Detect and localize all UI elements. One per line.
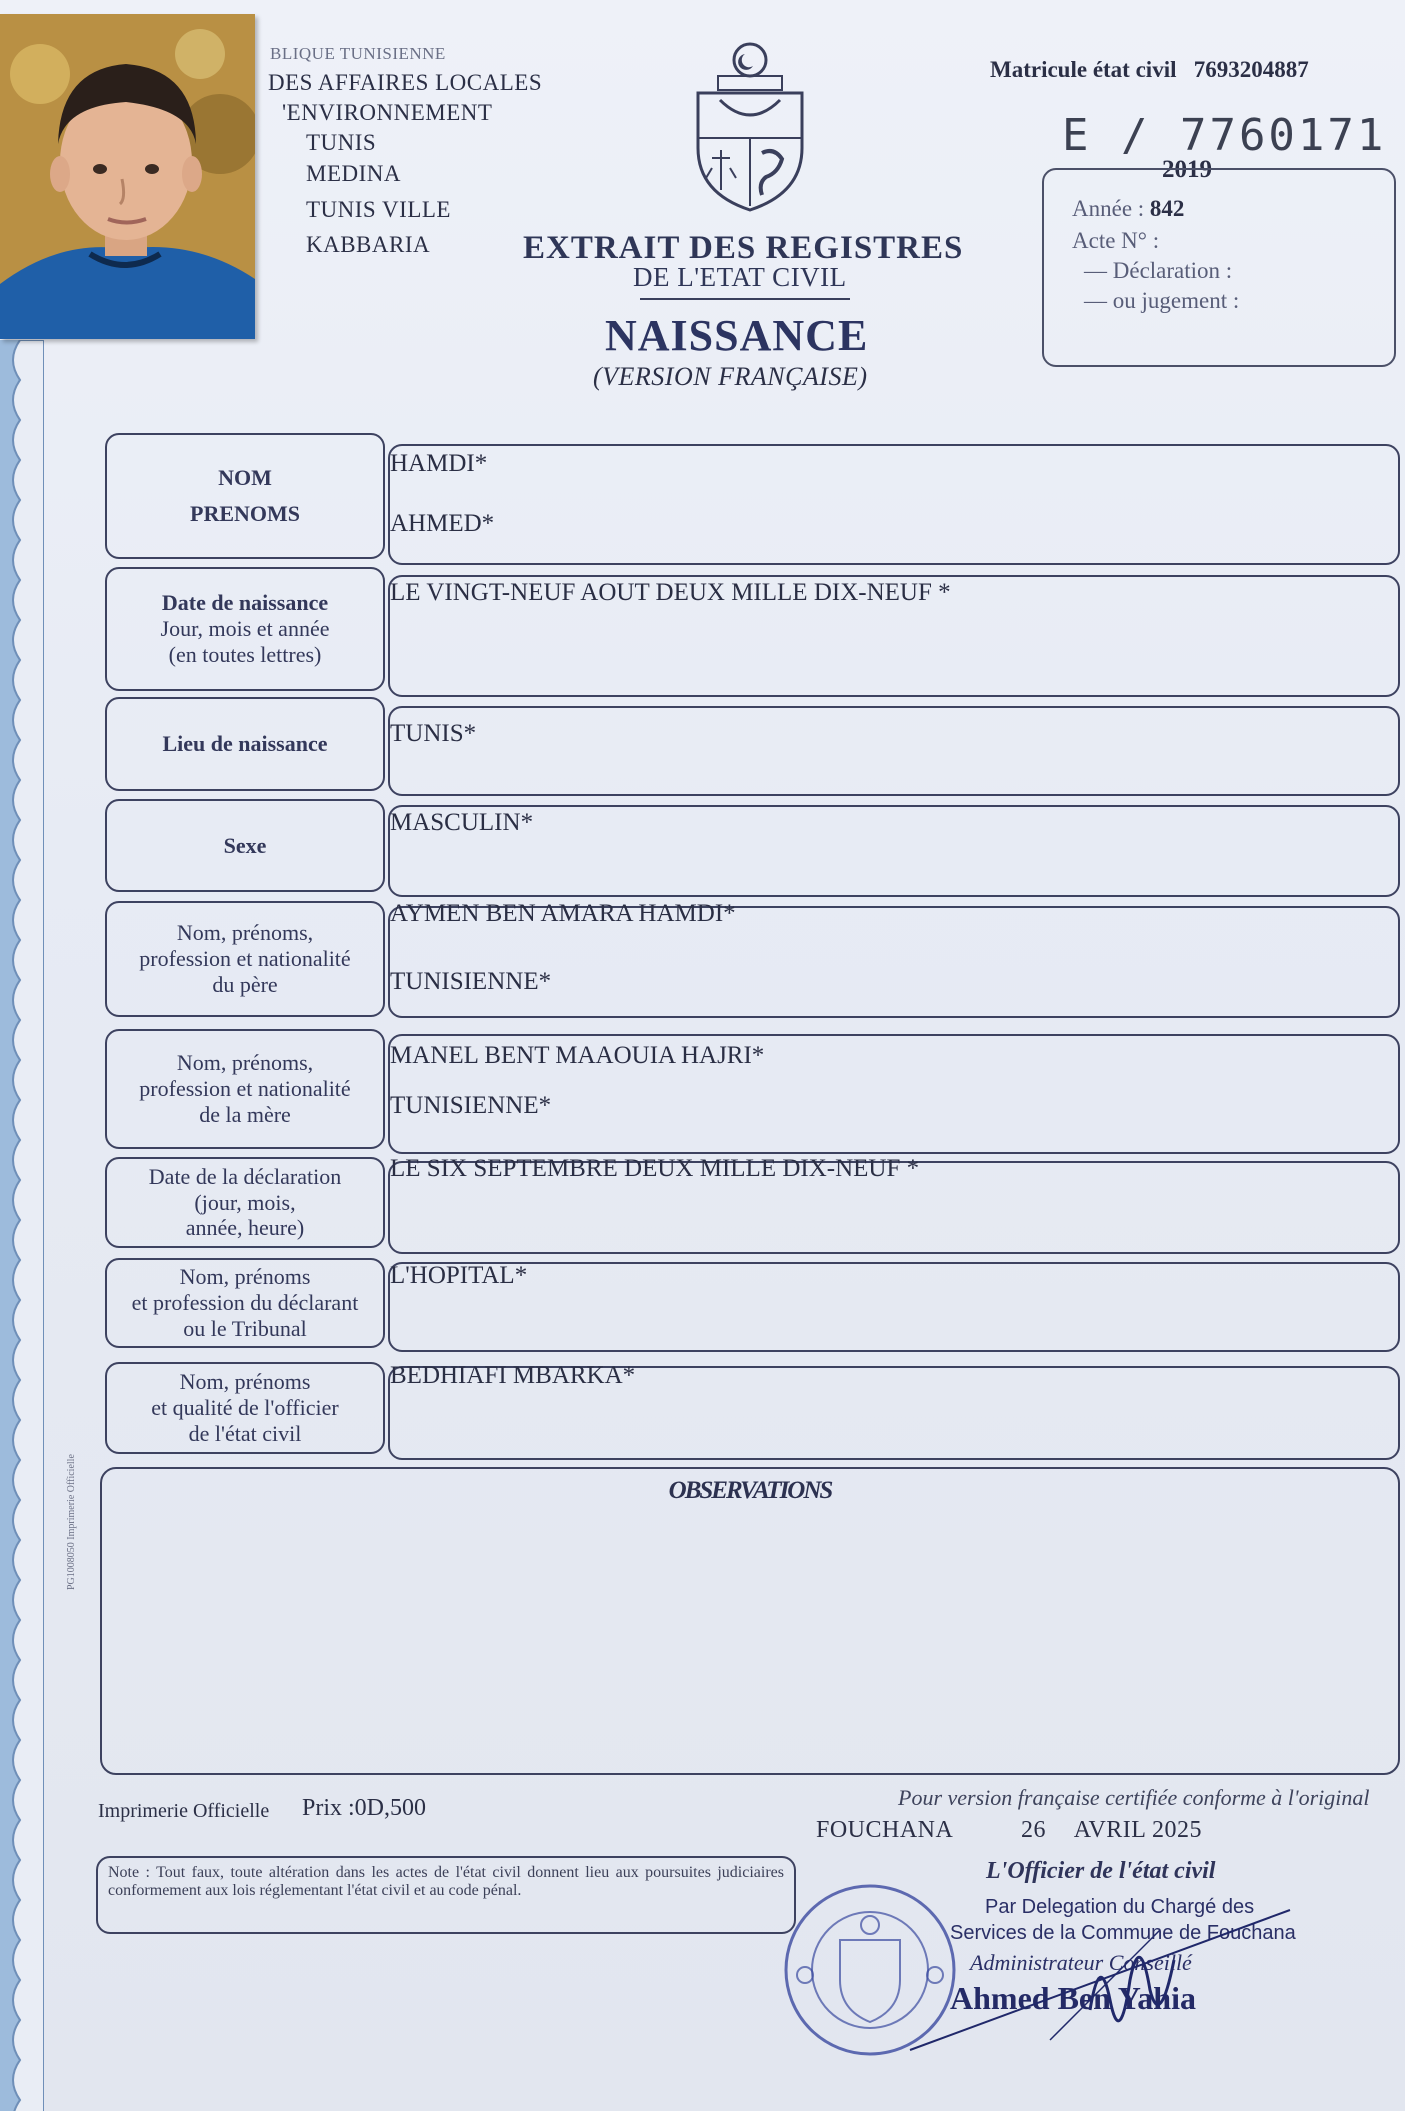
matricule-label: Matricule état civil	[990, 57, 1177, 82]
label-officier-line1: Nom, prénoms	[179, 1369, 311, 1395]
label-date-declaration-line1: Date de la déclaration	[148, 1163, 342, 1189]
authority-line-1: BLIQUE TUNISIENNE	[270, 44, 446, 63]
label-mere-line1: Nom, prénoms,	[176, 1050, 314, 1076]
label-sexe	[105, 799, 385, 892]
handwritten-signature	[900, 1890, 1300, 2060]
value-nom-prenoms	[388, 444, 1400, 565]
register-number: E / 7760171	[1062, 110, 1387, 161]
acte-label: Acte N° :	[1072, 228, 1160, 253]
value-declarant	[388, 1262, 1400, 1352]
label-date-declaration-line3: année, heure)	[185, 1215, 305, 1241]
annee-label: Année :	[1072, 196, 1145, 221]
authority-line-6: TUNIS VILLE	[306, 197, 451, 222]
value-date-declaration	[388, 1155, 1400, 1254]
legal-note-box	[96, 1856, 796, 1934]
signature-line-1: Par Delegation du Chargé des	[985, 1896, 1255, 1918]
price-label: Prix :0D,500	[302, 1795, 427, 1821]
value-mere-nationalite: TUNISIENNE*	[390, 1092, 552, 1119]
label-pere	[105, 901, 385, 1017]
value-lieu-naissance-text: TUNIS*	[390, 720, 477, 747]
signature-line-2: Services de la Commune de Fouchana	[950, 1922, 1296, 1944]
value-mere-nom: MANEL BENT MAAOUIA HAJRI*	[390, 1042, 765, 1069]
value-pere	[388, 900, 1400, 1018]
value-prenoms: AHMED*	[390, 510, 495, 537]
label-declarant-line3: ou le Tribunal	[183, 1315, 307, 1341]
value-pere-nationalite: TUNISIENNE*	[390, 968, 552, 995]
label-declarant-line1: Nom, prénoms	[179, 1264, 311, 1290]
value-date-declaration-text: LE SIX SEPTEMBRE DEUX MILLE DIX-NEUF *	[390, 1155, 920, 1182]
jugement-label: — ou jugement :	[1084, 288, 1240, 313]
label-date-naissance	[105, 567, 385, 691]
document-title: EXTRAIT DES REGISTRES	[523, 230, 964, 266]
label-pere-line3: du père	[212, 971, 278, 997]
document-subtitle: DE L'ETAT CIVIL	[633, 262, 847, 292]
label-mere-line2: profession et nationalité	[139, 1076, 351, 1102]
issue-place: FOUCHANA	[816, 1817, 953, 1843]
label-sexe-title: Sexe	[223, 832, 267, 858]
version-label: (VERSION FRANÇAISE)	[593, 362, 868, 391]
value-officier-text: BEDHIAFI MBARKA*	[390, 1362, 636, 1389]
side-printer-code: PG1008050 Imprimerie Officielle	[66, 1454, 77, 1590]
register-year: 2019	[1162, 156, 1212, 183]
security-border	[0, 340, 44, 2111]
label-date-declaration	[105, 1157, 385, 1248]
label-officier-line3: de l'état civil	[188, 1420, 302, 1446]
issue-day: 26	[1021, 1817, 1047, 1843]
authority-line-5: MEDINA	[306, 161, 401, 186]
declaration-label: — Déclaration :	[1084, 258, 1233, 283]
annee-value: 842	[1149, 196, 1185, 221]
annee-line	[1072, 196, 1184, 222]
authority-line-7: KABBARIA	[306, 232, 431, 257]
imprimerie-label: Imprimerie Officielle	[98, 1800, 270, 1822]
label-lieu-naissance-title: Lieu de naissance	[162, 731, 328, 757]
issue-month-year: AVRIL 2025	[1073, 1817, 1203, 1843]
acte-info-box	[1042, 168, 1396, 367]
value-date-naissance-text: LE VINGT-NEUF AOUT DEUX MILLE DIX-NEUF *	[390, 579, 951, 606]
label-nom-prenoms	[105, 433, 385, 559]
matricule-value: 7693204887	[1193, 57, 1309, 82]
label-pere-line2: profession et nationalité	[139, 946, 351, 972]
value-date-naissance	[388, 575, 1400, 697]
label-date-naissance-line2: Jour, mois et année	[160, 616, 330, 642]
label-prenoms: PRENOMS	[190, 501, 300, 526]
authority-line-3: 'ENVIRONNEMENT	[282, 100, 493, 125]
label-declarant-line2: et profession du déclarant	[131, 1290, 359, 1316]
label-pere-line1: Nom, prénoms,	[176, 920, 314, 946]
label-officier-line2: et qualité de l'officier	[151, 1395, 339, 1421]
legal-note-text: Note : Tout faux, toute altération dans les actes de l'état civil donnent lieu aux poursuites judiciaires conformement aux lois réglementant l'état civil et au code pénal.	[108, 1864, 784, 1899]
signatory-name: Ahmed Ben Yahia	[950, 1980, 1196, 2016]
observations-title: OBSERVATIONS	[668, 1477, 832, 1504]
signature-line-3: Administrateur Conseillé	[970, 1950, 1192, 1975]
label-declarant	[105, 1258, 385, 1348]
label-date-naissance-title: Date de naissance	[161, 590, 329, 616]
value-mere	[388, 1034, 1400, 1154]
value-nom: HAMDI*	[390, 450, 488, 477]
value-officier	[388, 1362, 1400, 1460]
label-lieu-naissance	[105, 697, 385, 791]
issue-date-line	[816, 1817, 1202, 1844]
label-mere-line3: de la mère	[199, 1101, 291, 1127]
matricule	[990, 57, 1309, 83]
value-sexe-text: MASCULIN*	[390, 809, 534, 836]
authority-line-4: TUNIS	[306, 130, 377, 155]
coat-of-arms-icon	[690, 38, 810, 213]
label-date-naissance-line3: (en toutes lettres)	[168, 641, 322, 667]
value-declarant-text: L'HOPITAL*	[390, 1262, 528, 1289]
label-nom: NOM	[218, 465, 272, 491]
child-photo	[0, 14, 255, 339]
observations-box	[100, 1467, 1400, 1775]
authority-line-2: DES AFFAIRES LOCALES	[268, 70, 543, 95]
value-lieu-naissance	[388, 706, 1400, 796]
certification-text: Pour version française certifiée conforme à l'original	[898, 1785, 1370, 1810]
label-mere	[105, 1029, 385, 1149]
value-pere-nom: AYMEN BEN AMARA HAMDI*	[390, 900, 736, 927]
value-sexe	[388, 805, 1400, 897]
officier-title: L'Officier de l'état civil	[986, 1858, 1216, 1884]
label-officier	[105, 1362, 385, 1454]
title-underline	[640, 298, 850, 300]
document-type-title: NAISSANCE	[605, 311, 869, 360]
label-date-declaration-line2: (jour, mois,	[194, 1189, 296, 1215]
